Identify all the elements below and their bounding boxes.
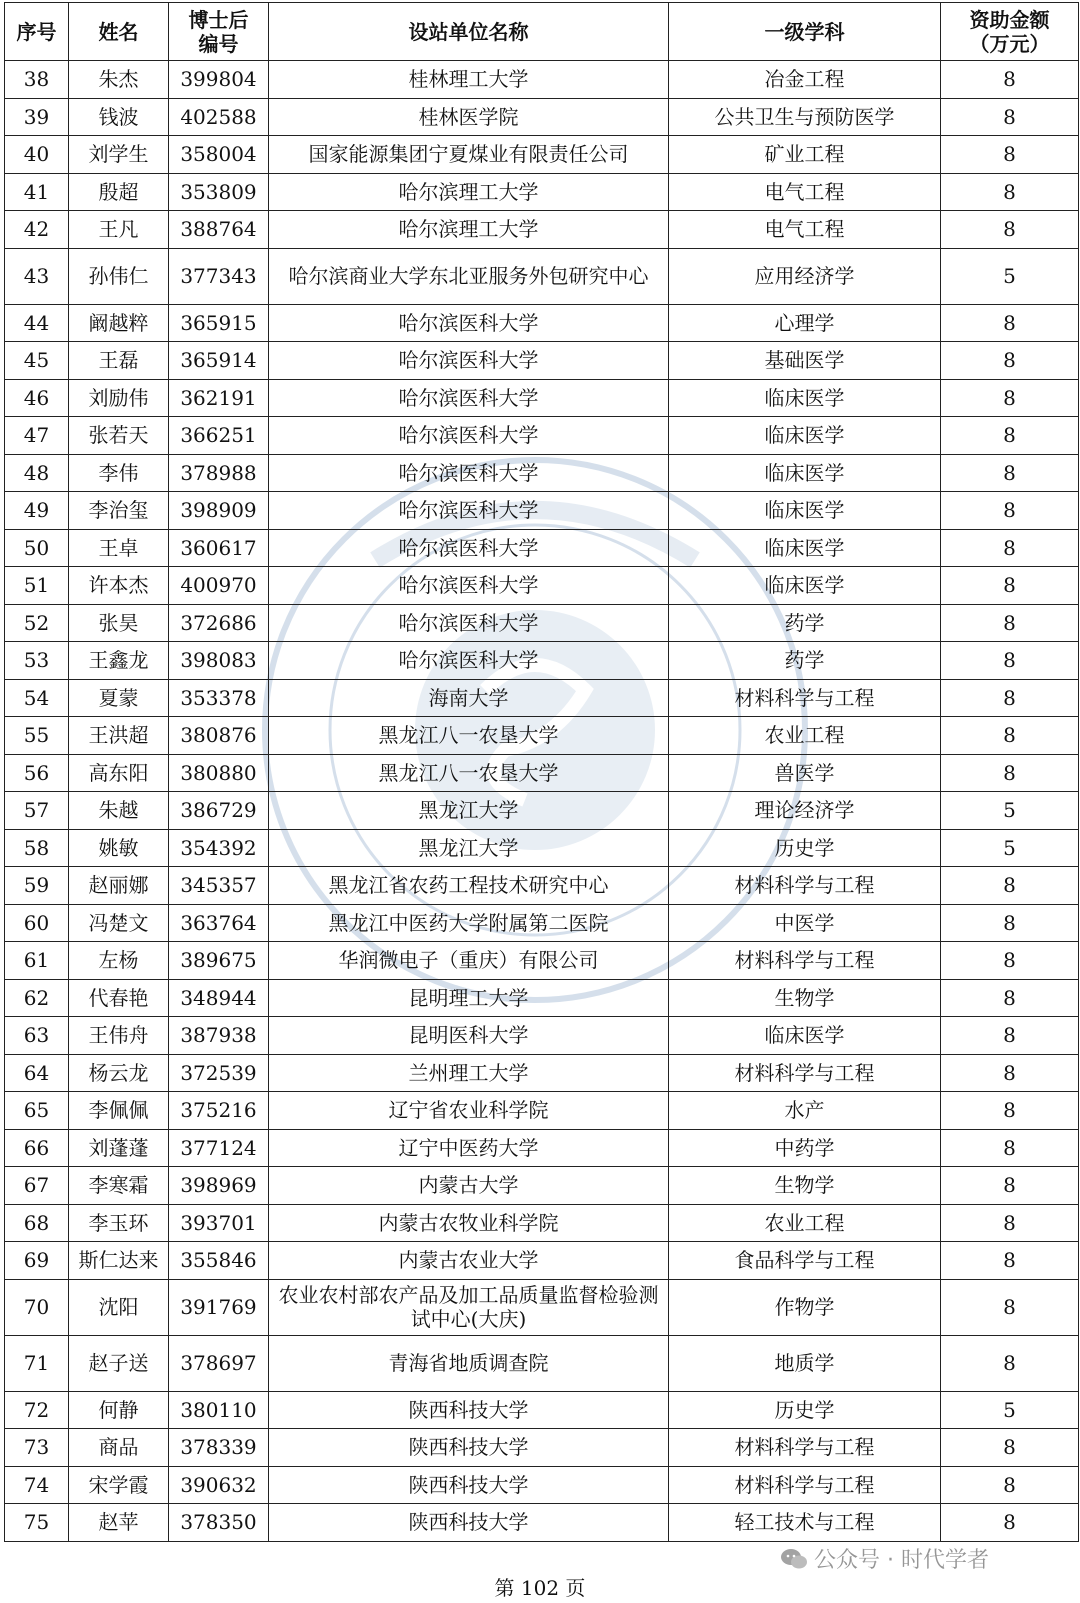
cell-no: 74 [5,1466,69,1504]
cell-postdoc-id: 372539 [169,1054,269,1092]
cell-name: 朱杰 [69,61,169,99]
cell-postdoc-id: 345357 [169,867,269,905]
table-row [5,1204,1079,1242]
cell-subject: 材料科学与工程 [669,1429,941,1467]
cell-subject: 临床医学 [669,492,941,530]
table-row [5,1466,1079,1504]
cell-amount: 8 [941,136,1079,174]
cell-no: 46 [5,379,69,417]
cell-name: 李佩佩 [69,1092,169,1130]
cell-amount: 8 [941,604,1079,642]
table-row [5,379,1079,417]
table-row [5,717,1079,755]
cell-postdoc-id: 360617 [169,529,269,567]
cell-no: 48 [5,454,69,492]
brand-text: 公众号 · 时代学者 [814,1548,989,1573]
cell-amount: 8 [941,1129,1079,1167]
cell-unit: 内蒙古农牧业科学院 [269,1204,669,1242]
cell-name: 孙伟仁 [69,248,169,304]
cell-name: 赵丽娜 [69,867,169,905]
cell-postdoc-id: 402588 [169,98,269,136]
cell-name: 斯仁达来 [69,1242,169,1280]
cell-postdoc-id: 378697 [169,1335,269,1391]
cell-postdoc-id: 375216 [169,1092,269,1130]
cell-name: 商品 [69,1429,169,1467]
cell-no: 63 [5,1017,69,1055]
cell-name: 王伟舟 [69,1017,169,1055]
cell-subject: 生物学 [669,979,941,1017]
cell-no: 39 [5,98,69,136]
cell-postdoc-id: 380110 [169,1391,269,1429]
cell-postdoc-id: 399804 [169,61,269,99]
header-postdoc-id-line1: 博士后 [188,7,249,32]
cell-name: 王洪超 [69,717,169,755]
cell-name: 王鑫龙 [69,642,169,680]
postdoc-funding-table [4,2,1079,1542]
cell-name: 代春艳 [69,979,169,1017]
cell-name: 许本杰 [69,567,169,605]
cell-no: 49 [5,492,69,530]
cell-unit: 哈尔滨医科大学 [269,604,669,642]
cell-postdoc-id: 398083 [169,642,269,680]
cell-amount: 8 [941,1279,1079,1335]
cell-unit: 哈尔滨医科大学 [269,342,669,380]
cell-unit: 哈尔滨医科大学 [269,642,669,680]
cell-unit: 青海省地质调查院 [269,1335,669,1391]
cell-subject: 农业工程 [669,717,941,755]
cell-subject: 临床医学 [669,567,941,605]
cell-name: 高东阳 [69,754,169,792]
cell-subject: 电气工程 [669,211,941,249]
wechat-icon [780,1547,808,1571]
table-row [5,248,1079,304]
cell-amount: 8 [941,642,1079,680]
cell-no: 54 [5,679,69,717]
cell-amount: 8 [941,304,1079,342]
cell-amount: 8 [941,904,1079,942]
cell-unit: 桂林理工大学 [269,61,669,99]
cell-amount: 8 [941,979,1079,1017]
table-row [5,1129,1079,1167]
cell-unit: 哈尔滨医科大学 [269,529,669,567]
cell-subject: 心理学 [669,304,941,342]
table-header-row [5,3,1079,61]
cell-postdoc-id: 377343 [169,248,269,304]
cell-no: 43 [5,248,69,304]
cell-no: 41 [5,173,69,211]
cell-postdoc-id: 386729 [169,792,269,830]
cell-amount: 8 [941,754,1079,792]
cell-unit: 内蒙古大学 [269,1167,669,1205]
cell-name: 朱越 [69,792,169,830]
cell-no: 58 [5,829,69,867]
cell-unit: 哈尔滨医科大学 [269,454,669,492]
cell-postdoc-id: 380880 [169,754,269,792]
cell-amount: 8 [941,717,1079,755]
cell-subject: 临床医学 [669,529,941,567]
table-row [5,173,1079,211]
cell-unit: 黑龙江大学 [269,829,669,867]
cell-postdoc-id: 398969 [169,1167,269,1205]
cell-name: 姚敏 [69,829,169,867]
table-row [5,136,1079,174]
cell-unit: 黑龙江八一农垦大学 [269,717,669,755]
cell-amount: 8 [941,211,1079,249]
cell-name: 王磊 [69,342,169,380]
cell-amount: 5 [941,792,1079,830]
cell-postdoc-id: 353809 [169,173,269,211]
cell-name: 夏蒙 [69,679,169,717]
cell-subject: 地质学 [669,1335,941,1391]
cell-postdoc-id: 378339 [169,1429,269,1467]
cell-no: 65 [5,1092,69,1130]
cell-postdoc-id: 365914 [169,342,269,380]
cell-unit: 内蒙古农业大学 [269,1242,669,1280]
cell-name: 张昊 [69,604,169,642]
cell-name: 钱波 [69,98,169,136]
cell-postdoc-id: 400970 [169,567,269,605]
cell-no: 62 [5,979,69,1017]
cell-postdoc-id: 389675 [169,942,269,980]
cell-amount: 8 [941,529,1079,567]
cell-name: 杨云龙 [69,1054,169,1092]
cell-amount: 8 [941,942,1079,980]
cell-postdoc-id: 388764 [169,211,269,249]
cell-subject: 历史学 [669,829,941,867]
table-row [5,492,1079,530]
cell-unit: 哈尔滨医科大学 [269,567,669,605]
cell-subject: 食品科学与工程 [669,1242,941,1280]
table-row [5,792,1079,830]
cell-amount: 5 [941,829,1079,867]
table-row [5,942,1079,980]
cell-no: 45 [5,342,69,380]
cell-no: 56 [5,754,69,792]
cell-amount: 8 [941,1092,1079,1130]
table-row [5,417,1079,455]
cell-subject: 理论经济学 [669,792,941,830]
cell-postdoc-id: 358004 [169,136,269,174]
cell-postdoc-id: 362191 [169,379,269,417]
cell-unit: 哈尔滨医科大学 [269,304,669,342]
table-row [5,904,1079,942]
cell-no: 40 [5,136,69,174]
cell-subject: 兽医学 [669,754,941,792]
cell-amount: 8 [941,1504,1079,1542]
cell-postdoc-id: 372686 [169,604,269,642]
cell-no: 50 [5,529,69,567]
cell-postdoc-id: 390632 [169,1466,269,1504]
cell-subject: 中医学 [669,904,941,942]
table-row [5,342,1079,380]
cell-unit: 哈尔滨商业大学东北亚服务外包研究中心 [269,248,669,304]
cell-unit: 辽宁中医药大学 [269,1129,669,1167]
cell-subject: 临床医学 [669,417,941,455]
cell-name: 王卓 [69,529,169,567]
cell-postdoc-id: 378988 [169,454,269,492]
cell-no: 55 [5,717,69,755]
cell-postdoc-id: 363764 [169,904,269,942]
cell-unit: 国家能源集团宁夏煤业有限责任公司 [269,136,669,174]
table-row [5,867,1079,905]
cell-amount: 5 [941,248,1079,304]
cell-name: 刘励伟 [69,379,169,417]
cell-amount: 8 [941,1429,1079,1467]
header-subject: 一级学科 [669,3,941,61]
cell-unit: 海南大学 [269,679,669,717]
cell-no: 69 [5,1242,69,1280]
cell-no: 60 [5,904,69,942]
cell-postdoc-id: 387938 [169,1017,269,1055]
cell-name: 李寒霜 [69,1167,169,1205]
cell-postdoc-id: 380876 [169,717,269,755]
cell-no: 68 [5,1204,69,1242]
cell-name: 沈阳 [69,1279,169,1335]
cell-postdoc-id: 353378 [169,679,269,717]
table-row [5,642,1079,680]
cell-amount: 8 [941,1054,1079,1092]
cell-unit: 黑龙江大学 [269,792,669,830]
cell-name: 殷超 [69,173,169,211]
cell-postdoc-id: 391769 [169,1279,269,1335]
cell-unit: 哈尔滨医科大学 [269,379,669,417]
header-amount [941,3,1079,61]
cell-subject: 中药学 [669,1129,941,1167]
cell-amount: 8 [941,173,1079,211]
cell-no: 73 [5,1429,69,1467]
cell-name: 赵子送 [69,1335,169,1391]
cell-subject: 材料科学与工程 [669,1054,941,1092]
table-row [5,304,1079,342]
cell-amount: 8 [941,417,1079,455]
table-row [5,211,1079,249]
cell-no: 70 [5,1279,69,1335]
cell-amount: 8 [941,61,1079,99]
cell-no: 71 [5,1335,69,1391]
header-postdoc-id [169,3,269,61]
cell-amount: 8 [941,342,1079,380]
table-row [5,1167,1079,1205]
cell-name: 李治玺 [69,492,169,530]
cell-subject: 农业工程 [669,1204,941,1242]
cell-amount: 8 [941,1204,1079,1242]
cell-subject: 作物学 [669,1279,941,1335]
cell-no: 57 [5,792,69,830]
cell-subject: 临床医学 [669,1017,941,1055]
table-row [5,61,1079,99]
cell-subject: 公共卫生与预防医学 [669,98,941,136]
cell-amount: 5 [941,1391,1079,1429]
cell-amount: 8 [941,1167,1079,1205]
cell-no: 42 [5,211,69,249]
cell-no: 52 [5,604,69,642]
header-amount-line1: 资助金额 [969,7,1050,32]
header-postdoc-id-line2: 编号 [198,31,239,56]
cell-amount: 8 [941,867,1079,905]
cell-postdoc-id: 348944 [169,979,269,1017]
cell-no: 59 [5,867,69,905]
cell-unit: 桂林医学院 [269,98,669,136]
cell-subject: 生物学 [669,1167,941,1205]
cell-amount: 8 [941,1242,1079,1280]
table-row [5,98,1079,136]
cell-unit: 哈尔滨理工大学 [269,211,669,249]
cell-name: 何静 [69,1391,169,1429]
cell-postdoc-id: 393701 [169,1204,269,1242]
cell-unit: 陕西科技大学 [269,1391,669,1429]
cell-unit: 兰州理工大学 [269,1054,669,1092]
header-unit: 设站单位名称 [269,3,669,61]
cell-amount: 8 [941,1335,1079,1391]
cell-no: 51 [5,567,69,605]
table-row [5,1092,1079,1130]
cell-subject: 矿业工程 [669,136,941,174]
header-name: 姓名 [69,3,169,61]
table-body [5,61,1079,1542]
cell-amount: 8 [941,1017,1079,1055]
cell-subject: 临床医学 [669,454,941,492]
cell-amount: 8 [941,379,1079,417]
cell-name: 冯楚文 [69,904,169,942]
cell-name: 左杨 [69,942,169,980]
table-row [5,1504,1079,1542]
cell-unit: 华润微电子（重庆）有限公司 [269,942,669,980]
cell-unit: 陕西科技大学 [269,1504,669,1542]
cell-unit: 昆明医科大学 [269,1017,669,1055]
cell-postdoc-id: 366251 [169,417,269,455]
cell-unit: 黑龙江八一农垦大学 [269,754,669,792]
cell-postdoc-id: 377124 [169,1129,269,1167]
table-row [5,529,1079,567]
cell-name: 张若天 [69,417,169,455]
cell-unit: 陕西科技大学 [269,1466,669,1504]
table-row [5,454,1079,492]
cell-unit: 农业农村部农产品及加工品质量监督检验测试中心(大庆) [269,1279,669,1335]
cell-name: 李玉环 [69,1204,169,1242]
cell-unit: 黑龙江中医药大学附属第二医院 [269,904,669,942]
cell-name: 刘蓬蓬 [69,1129,169,1167]
wechat-brand-watermark [780,1543,989,1574]
table-row [5,1429,1079,1467]
cell-name: 刘学生 [69,136,169,174]
cell-unit: 昆明理工大学 [269,979,669,1017]
cell-unit: 哈尔滨理工大学 [269,173,669,211]
cell-subject: 材料科学与工程 [669,679,941,717]
cell-amount: 8 [941,98,1079,136]
cell-no: 72 [5,1391,69,1429]
cell-subject: 冶金工程 [669,61,941,99]
cell-unit: 哈尔滨医科大学 [269,417,669,455]
cell-unit: 哈尔滨医科大学 [269,492,669,530]
cell-subject: 材料科学与工程 [669,867,941,905]
table-row [5,679,1079,717]
table-row [5,829,1079,867]
cell-no: 61 [5,942,69,980]
cell-name: 赵苹 [69,1504,169,1542]
cell-subject: 材料科学与工程 [669,1466,941,1504]
cell-no: 64 [5,1054,69,1092]
table-row [5,979,1079,1017]
cell-postdoc-id: 378350 [169,1504,269,1542]
table-row [5,1279,1079,1335]
table-row [5,1391,1079,1429]
cell-name: 阚越粹 [69,304,169,342]
cell-no: 53 [5,642,69,680]
cell-subject: 应用经济学 [669,248,941,304]
cell-amount: 8 [941,567,1079,605]
cell-postdoc-id: 355846 [169,1242,269,1280]
cell-no: 67 [5,1167,69,1205]
cell-unit: 陕西科技大学 [269,1429,669,1467]
cell-subject: 药学 [669,642,941,680]
cell-no: 38 [5,61,69,99]
table-row [5,567,1079,605]
cell-name: 宋学霞 [69,1466,169,1504]
cell-unit: 黑龙江省农药工程技术研究中心 [269,867,669,905]
cell-amount: 8 [941,1466,1079,1504]
cell-subject: 轻工技术与工程 [669,1504,941,1542]
cell-postdoc-id: 398909 [169,492,269,530]
table-row [5,1054,1079,1092]
cell-amount: 8 [941,679,1079,717]
cell-amount: 8 [941,492,1079,530]
cell-subject: 临床医学 [669,379,941,417]
cell-amount: 8 [941,454,1079,492]
cell-no: 47 [5,417,69,455]
cell-subject: 历史学 [669,1391,941,1429]
cell-no: 75 [5,1504,69,1542]
cell-name: 李伟 [69,454,169,492]
cell-unit: 辽宁省农业科学院 [269,1092,669,1130]
cell-postdoc-id: 354392 [169,829,269,867]
table-row [5,754,1079,792]
cell-no: 44 [5,304,69,342]
table-row [5,1335,1079,1391]
header-amount-line2: （万元） [969,31,1050,56]
header-no: 序号 [5,3,69,61]
cell-no: 66 [5,1129,69,1167]
cell-name: 王凡 [69,211,169,249]
cell-subject: 材料科学与工程 [669,942,941,980]
cell-postdoc-id: 365915 [169,304,269,342]
cell-subject: 电气工程 [669,173,941,211]
cell-subject: 基础医学 [669,342,941,380]
cell-subject: 水产 [669,1092,941,1130]
table-row [5,1242,1079,1280]
table-row [5,1017,1079,1055]
cell-subject: 药学 [669,604,941,642]
table-row [5,604,1079,642]
page-number: 第 102 页 [494,1576,586,1600]
